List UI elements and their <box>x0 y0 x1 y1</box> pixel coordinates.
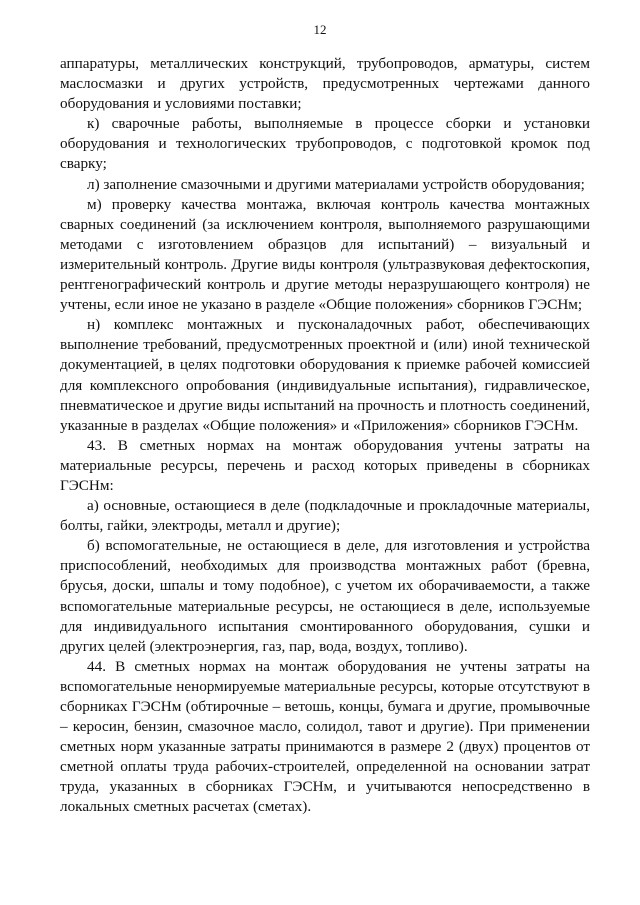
paragraph-continuation: аппаратуры, металлических конструкций, трубопроводов, арматуры, систем маслосмазки и других устройств, предусмотренных чертежами данного оборудования и условиями поставки; <box>60 55 590 113</box>
paragraph-item-b: б) вспомогательные, не остающиеся в деле, для изготовления и устройства приспособлений, необходимых для производства монтажных работ (бревна, брусья, доски, шпалы и тому подобное), с учетом их оборачиваемости, а также вспомогательные материальные ресурсы, не остающиеся в деле, используемые для индивидуального испытания смонтированного оборудования, сушки и других целей (электроэнергия, газ, пар, вода, воздух, топливо). <box>60 537 590 655</box>
page-number: 12 <box>313 22 327 37</box>
paragraph-section-44: 44. В сметных нормах на монтаж оборудования не учтены затраты на вспомогательные ненормируемые материальные ресурсы, которые отсутствуют в сборниках ГЭСНм (обтирочные – ветошь, концы, бумага и другие, промывочные – керосин, бензин, смазочное масло, солидол, тавот и другие). При применении сметных норм указанные затраты принимаются в размере 2 (двух) процентов от сметной оплаты труда рабочих-строителей, определенной на основании затрат труда, указанных в сборниках ГЭСНм, и учитываются непосредственно в локальных сметных расчетах (сметах). <box>60 657 590 816</box>
paragraph-item-l: л) заполнение смазочными и другими материалами устройств оборудования; <box>87 175 585 193</box>
paragraph-item-k: к) сварочные работы, выполняемые в процессе сборки и установки оборудования и технологических трубопроводов, с подготовкой кромок под сварку; <box>60 115 590 173</box>
document-body <box>60 54 590 818</box>
paragraph-section-43: 43. В сметных нормах на монтаж оборудования учтены затраты на материальные ресурсы, перечень и расход которых приведены в сборниках ГЭСНм: <box>60 436 590 494</box>
paragraph-item-m: м) проверку качества монтажа, включая контроль качества монтажных сварных соединений (за исключением контроля, выполняемого разрушающими методами с изготовлением образцов для испытаний) – визуальный и измерительный контроль. Другие виды контроля (ультразвуковая дефектоскопия, рентгенографический контроль и другие методы неразрушающего контроля) не учтены, если иное не указано в разделе «Общие положения» сборников ГЭСНм; <box>60 195 590 314</box>
paragraph-item-n: н) комплекс монтажных и пусконаладочных работ, обеспечивающих выполнение требований, предусмотренных проектной и (или) иной технической документацией, в целях подготовки оборудования к приемке рабочей комиссией для комплексного опробования (индивидуальные испытания), гидравлическое, пневматическое и другие виды испытаний на прочность и плотность соединений, указанные в разделах «Общие положения» и «Приложения» сборников ГЭСНм. <box>60 316 590 434</box>
paragraph-item-a: а) основные, остающиеся в деле (подкладочные и прокладочные материалы, болты, гайки, электроды, металл и другие); <box>60 497 590 535</box>
